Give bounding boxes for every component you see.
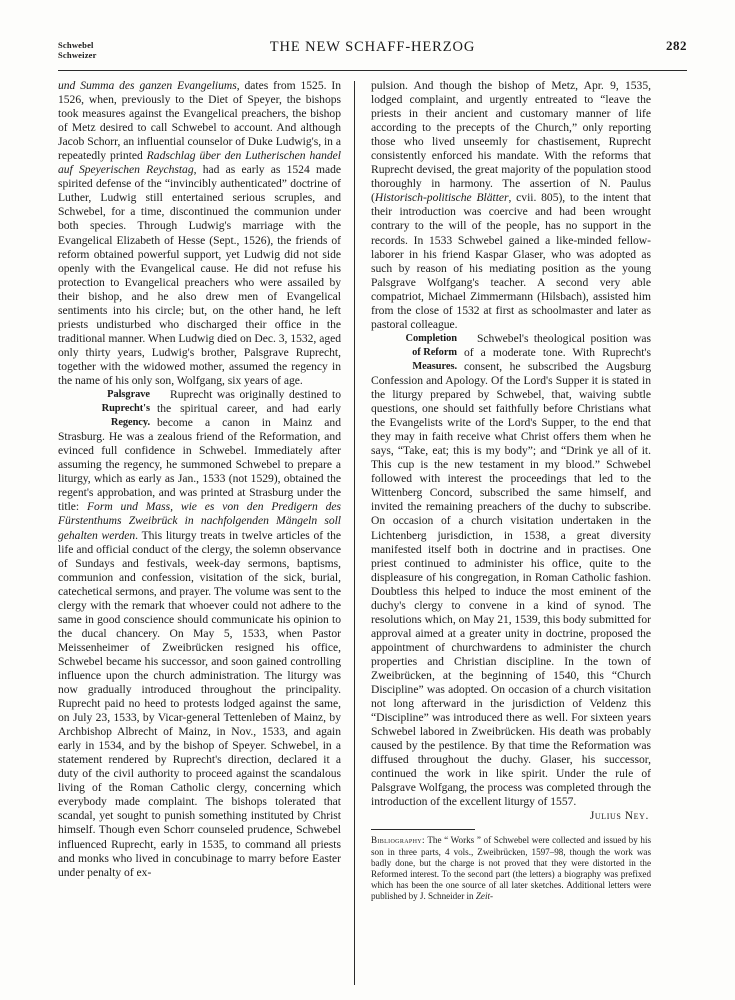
- bibliography-note: [371, 835, 651, 902]
- paragraph-left-1: [58, 79, 341, 388]
- catchword-first: Schwebel: [58, 40, 94, 50]
- italic-title-form-und-mass: Form und Mass, wie es von den Predigern des Fürstenthums Zweibrück in nachfolgenden Mängeln soll gehalten werden: [58, 500, 341, 542]
- paragraph-left-1-text-b: , dates from 1525. In 1526, when, previously to the Diet of Speyer, the bishops took measures against the Evangelical preachers, the bishop of Metz desired to call Schwebel to account. And although Jacob Schorr, an influential counselor of Duke Ludwig's, in a repeatedly printed: [58, 79, 341, 163]
- italic-journal-zeit: Zeit-: [475, 891, 493, 902]
- sidenote-line-1: Palsgrave: [107, 389, 150, 401]
- sidenote-block-completion: [371, 332, 651, 810]
- column-right: [355, 79, 651, 999]
- bibliography-text: The “ Works ” of Schwebel were collected and issued by his son in three parts, 4 vols., Zweibrücken, 1597–98, though the work was badly done, but the charge is not proved that they were distorted in the Reformed interest. To the second part (the letters) a biography was prefixed which has been the one source of all later sketches. Additional letters were published by J. Schneider in: [371, 835, 651, 902]
- italic-title-summa: und Summa des ganzen Evangeliums: [58, 79, 237, 92]
- sidenote-line-1: Completion: [405, 332, 457, 344]
- paragraph-left-2: [58, 388, 341, 880]
- two-column-body: [58, 79, 687, 999]
- paragraph-left-2-text-a: Ruprecht was originally destined to the spiritual career, and had early become a canon in Mainz and Strasburg. He was a zealous friend of the Reformation, and evinced full confidence in Schwebel. Immediately after assuming the regency, he summoned Schwebel to prepare a liturgy, which as early as Jan., 1533 (not 1529), obtained the regent's approbation, and was printed at Strasburg under the title:: [58, 388, 341, 514]
- sidenote-palsgrave-ruprechts-regency: [58, 388, 150, 430]
- page-title: THE NEW SCHAFF-HERZOG: [269, 39, 476, 55]
- paragraph-right-1-text-a: pulsion. And though the bishop of Metz, Apr. 9, 1535, lodged complaint, and urgently entreated to “leave the priests in their ancient and customary manner of life according to the precepts of the Church,” only reporting those who lived unseemly for chastisement, Ruprecht consistently enforced his mandate. With the reforms that Ruprecht devised, the great majority of the population stood thoroughly in harmony. The assertion of N. Paulus (: [371, 79, 651, 205]
- bibliography-label: Bibliography:: [371, 835, 425, 846]
- paragraph-right-1-text-c: , cvii. 805), to the intent that their introduction was coercive and had been wrought contrary to the will of the people, has no support in the records. In 1533 Schwebel gained a like-minded fellow-laborer in his friend Kaspar Glaser, who was adopted as such by reason of his mediating position as the young Palsgrave Wolfgang's teacher. A second very able compatriot, Michael Zimmermann (Hilsbach), assisted him from the close of 1532 at first as schoolmaster and later as pastoral colleague.: [371, 191, 651, 331]
- header-rule: [58, 70, 687, 71]
- column-left: [58, 79, 354, 999]
- italic-title-radschlag: Radschlag über den Lutherischen handel auf Speyerischen Reychstag: [58, 149, 341, 177]
- italic-citation-historisch-politische-blatter: Historisch-politische Blätter: [374, 191, 509, 205]
- sidenote-block-regency: [58, 388, 341, 880]
- paragraph-right-1: [371, 79, 651, 332]
- paragraph-left-2-text-c: . This liturgy treats in twelve articles of the life and official conduct of the clergy, the solemn observance of Sundays and festivals, week-day sermons, baptisms, communion and confession, visitation of the sick, burial, catechetical sermons, and prayer. The volume was sent to the clergy with the remark that whoever could not adhere to the same in good conscience should communicate his opinion to the ducal chancery. On May 5, 1533, when Pastor Meissenheimer of Zweibrücken resigned his office, Schwebel became his successor, and soon gained controlling influence upon the church administration. The liturgy was now gradually introduced throughout the principality. Ruprecht paid no heed to protests lodged against the same, on July 23, 1533, by Vicar-general Tettenleben of Mainz, by Archbishop Albrecht of Mainz, in Nov., 1533, and again early in 1534, and by the bishop of Speyer. Schwebel, in a statement rendered by Ruprecht's direction, declared it a duty of the civil authority to proceed against the scandalous living of the Roman Catholic clergy, concerning which everybody made complaint. The bishops tolerated that scandal, yet sought to punish something instituted by Christ himself. Though even Schorr counseled prudence, Schwebel influenced Ruprecht, early in 1535, to command all priests and monks who lived in concubinage to marry before Easter under penalty of ex-: [58, 528, 341, 879]
- sidenote-line-2: Ruprecht's: [101, 403, 150, 415]
- sidenote-line-3: Regency.: [110, 417, 150, 429]
- author-signature: Julius Ney.: [589, 810, 649, 823]
- paragraph-right-2: Schwebel's theological position was of a moderate tone. With Ruprecht's consent, he subscribed the Augsburg Confession and Apology. Of the Lord's Supper it is stated in the liturgy prepared by Schwebel, that, waiving subtle questions, one should set faithfully before Christians what the Evangelists write of the Lord's Supper, to the end that they may in faith receive what Christ offers them when he says, “Take, eat; this is my body”; and “Drink ye all of it. This cup is the new testament in my blood.” Schwebel followed with interest the proceedings that led to the Wittenberg Concord, subscribed the same himself, and invited the remaining preachers of the duchy to subscribe. On occasion of a church visitation undertaken in the Lichtenberg jurisdiction, in 1538, a great diversity manifested itself both in doctrine and in practises. One priest continued to administer his office, quite to the displeasure of his congregation, in Roman Catholic fashion. Doubtless this helped to induce the most eminent of the duchy's clergy to convene in a kind of synod. The resolutions which, on May 21, 1539, this body submitted for approval aimed at a greater unity in doctrine, proposed the appointment of churchwardens to administer the church properties and Christian discipline. In the town of Zweibrücken, at the beginning of 1540, this “Church Discipline” was adopted. On occasion of a church visitation not long afterward in the jurisdiction of Veldenz this “Discipline” was introduced there as well. For sixteen years Schwebel labored in Zweibrücken. His death was probably caused by the pestilence. By that time the Reformation was diffused throughout the duchy. Glaser, his successor, continued the work in like spirit. Under the rule of Palsgrave Wolfgang, the process was completed through the introduction of the excellent liturgy of 1557.: [371, 331, 651, 809]
- sidenote-line-2: of Reform: [412, 346, 457, 358]
- running-head: [58, 38, 687, 68]
- paragraph-left-1-text-d: , had as early as 1524 made spirited defense of the “invincibly authenticated” doctrine of Luther, Ludwig still entertained serious scruples, and Schwebel, for a time, discontinued the communion under both species. Through Ludwig's marriage with the Evangelical Elizabeth of Hesse (Sept., 1526), the friends of reform obtained powerful support, yet Ludwig did not side openly with the Evangelical cause. He did not refuse his protection to Evangelical preachers who were assailed by their bishop, and he also drew men of Evangelical sentiments into his circle; but, on the other hand, he left priests undisturbed who discharged their office in the traditional manner. When Ludwig died on Dec. 3, 1532, aged only thirty years, Ludwig's brother, Palsgrave Ruprecht, together with the widowed mother, assumed the regency in the name of his only son, Wolfgang, six years of age.: [58, 163, 341, 387]
- sidenote-line-3: Measures.: [412, 360, 457, 372]
- bibliography-rule: [371, 829, 475, 830]
- sidenote-completion-of-reform-measures: [371, 332, 457, 374]
- catchword-second: Schweizer: [58, 50, 97, 61]
- page-number: 282: [666, 38, 687, 53]
